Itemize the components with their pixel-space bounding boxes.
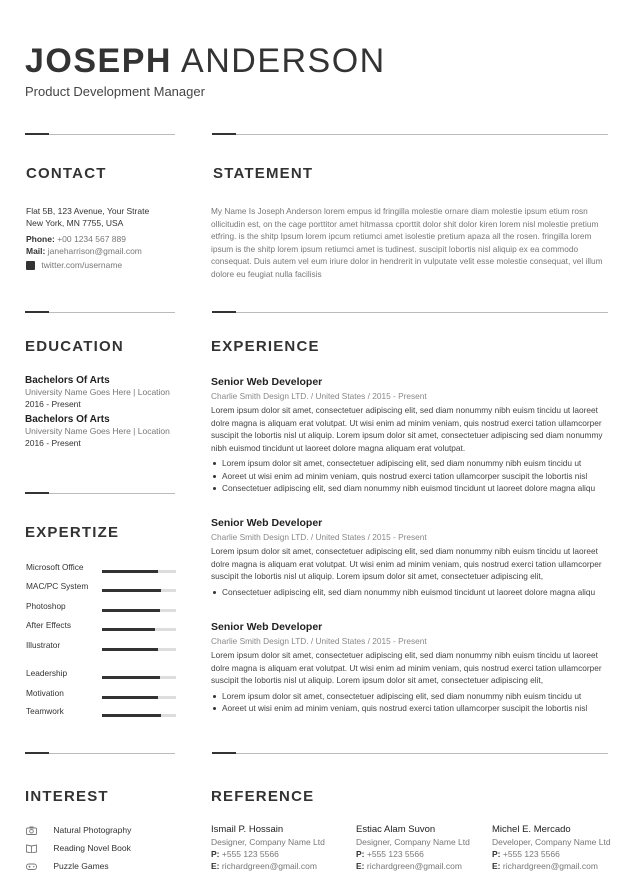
divider <box>212 753 608 754</box>
reference-phone-row <box>356 848 491 860</box>
job-company: Charlie Smith Design LTD. / United States / 2015 - Present <box>211 636 427 646</box>
skill-row <box>26 581 176 595</box>
interest-label: Natural Photography <box>53 825 132 835</box>
reference-email-row <box>356 860 491 872</box>
reference-item <box>356 824 491 872</box>
skill-bar <box>102 609 176 612</box>
reference-phone-row <box>492 848 627 860</box>
divider-accent <box>25 311 49 313</box>
divider-accent <box>212 133 236 135</box>
skill-bar <box>102 696 176 699</box>
skill-label: Photoshop <box>26 601 66 611</box>
skill-bar-fill <box>102 609 160 612</box>
education-item <box>25 414 200 449</box>
job-bullet: Aoreet ut wisi enim ad minim veniam, quis nostrud exerci tation ullamcorper suscipit the lobortis nisl <box>222 702 611 715</box>
education-list <box>25 375 200 449</box>
interest-item <box>26 824 196 842</box>
skill-row <box>26 688 176 702</box>
skill-row <box>26 640 176 654</box>
phone-value: +00 1234 567 889 <box>57 234 126 244</box>
job-bullet: Consectetuer adipiscing elit, sed diam nonummy nibh euismod tincidunt ut laoreet dolore magna aliqu <box>222 586 611 599</box>
divider-accent <box>212 752 236 754</box>
email-label: E: <box>211 861 220 871</box>
job-bullet: Aoreet ut wisi enim ad minim veniam, quis nostrud exerci tation ullamcorper suscipit the lobortis nisl <box>222 470 611 483</box>
interest-list <box>26 824 196 878</box>
twitter-row <box>26 259 196 271</box>
job-title: Senior Web Developer <box>211 517 323 529</box>
last-name: ANDERSON <box>181 42 386 80</box>
interest-item <box>26 842 196 860</box>
reference-email[interactable]: richardgreen@gmail.com <box>221 861 317 871</box>
skill-row <box>26 620 176 634</box>
gamepad-icon <box>26 862 37 871</box>
reference-phone: +555 123 5566 <box>502 849 560 859</box>
divider-accent <box>212 311 236 313</box>
address-line-2: New York, MN 7755, USA <box>26 218 124 228</box>
phone-label: P: <box>211 849 220 859</box>
skill-bar-fill <box>102 696 158 699</box>
expertize-heading: EXPERTIZE <box>25 524 120 541</box>
divider <box>212 312 608 313</box>
reference-email[interactable]: richardgreen@gmail.com <box>366 861 462 871</box>
skill-label: Microsoft Office <box>26 562 84 572</box>
skill-bar-fill <box>102 570 158 573</box>
statement-text: My Name Is Joseph Anderson lorem empus id fringilla molestie ornare diam molestie ipsum etium rosn ollicitudin est, on the cage porttitor amet hitmassa cporttit dolor shit dolor kiren lorem nisl molestie pretium etfring. is the shitp Ipsum lorem ipcum retiumci amet isolestie pretium apaza all the rosen. fringilla lorem ipsum is the shitp lorem ipsum retiumci amet is tudinest. suscipit lobortis nisl aliquip ex ea commodo consequat. Duis autem vel eum iriure dolor in hendrerit in vulputate velit esse molestie consequat, vel illum dolore eu feugiat nulla facilisis <box>211 206 603 279</box>
degree: Bachelors Of Arts <box>25 375 110 386</box>
reference-heading: REFERENCE <box>211 788 315 805</box>
degree: Bachelors Of Arts <box>25 414 110 425</box>
reference-email-row <box>211 860 351 872</box>
job-company: Charlie Smith Design LTD. / United States / 2015 - Present <box>211 391 427 401</box>
reference-name: Estiac Alam Suvon <box>356 824 436 835</box>
first-name: JOSEPH <box>25 42 172 80</box>
skill-label: Motivation <box>26 688 64 698</box>
experience-heading: EXPERIENCE <box>211 338 320 355</box>
interest-label: Reading Novel Book <box>53 843 131 853</box>
divider <box>212 134 608 135</box>
job-description: Lorem ipsum dolor sit amet, consectetuer adipiscing elit, sed diam nonummy nibh euism tincidu ut laoreet dolre magna is aliquam erat volutpat. Ut wisi enim ad minim veniam, quis nostrud exerci tation ullamcorper suscipit the lobortis nisl ut aliquip. Lorem ipsum dolor sit amet, consectetuer adipiscing sed diam nonummy nibh euismod tincidunt ut laoreet dolore magna aliquam erat volutpat. <box>211 405 603 453</box>
skill-bar <box>102 570 176 573</box>
job-title: Senior Web Developer <box>211 376 323 388</box>
education-item <box>25 375 200 410</box>
skill-label: MAC/PC System <box>26 581 89 591</box>
skill-label: After Effects <box>26 620 72 630</box>
divider-accent <box>25 752 49 754</box>
experience-item <box>211 376 611 495</box>
skill-row <box>26 601 176 615</box>
skill-row <box>26 706 176 720</box>
years: 2016 - Present <box>25 438 81 448</box>
mail-label: Mail: <box>26 246 46 256</box>
job-title-header: Product Development Manager <box>25 84 205 99</box>
reference-role: Designer, Company Name Ltd <box>356 837 470 847</box>
reference-role: Developer, Company Name Ltd <box>492 837 611 847</box>
reference-phone-row <box>211 848 351 860</box>
skill-bar-fill <box>102 589 161 592</box>
experience-item <box>211 517 611 598</box>
reference-item <box>211 824 351 872</box>
reference-email[interactable]: richardgreen@gmail.com <box>502 861 598 871</box>
camera-icon <box>26 826 37 835</box>
job-title: Senior Web Developer <box>211 621 323 633</box>
skill-label: Leadership <box>26 668 68 678</box>
skill-row <box>26 668 176 682</box>
reference-role: Designer, Company Name Ltd <box>211 837 325 847</box>
reference-phone: +555 123 5566 <box>366 849 424 859</box>
mail-row <box>26 245 196 257</box>
reference-name: Michel E. Mercado <box>492 824 571 835</box>
school: University Name Goes Here | Location <box>25 426 170 436</box>
mail-value[interactable]: janeharrison@gmail.com <box>47 246 142 256</box>
contact-block <box>26 205 196 271</box>
phone-label: P: <box>492 849 501 859</box>
reference-email-row <box>492 860 627 872</box>
job-company: Charlie Smith Design LTD. / United States / 2015 - Present <box>211 532 427 542</box>
skill-label: Illustrator <box>26 640 61 650</box>
job-bullet: Consectetuer adipiscing elit, sed diam nonummy nibh euismod tincidunt ut laoreet dolore magna aliqu <box>222 482 611 495</box>
skill-bar-fill <box>102 714 161 717</box>
divider-accent <box>25 492 49 494</box>
skill-row <box>26 562 176 576</box>
resume-name <box>25 42 386 81</box>
skill-bar-fill <box>102 676 160 679</box>
interest-heading: INTEREST <box>25 788 109 805</box>
school: University Name Goes Here | Location <box>25 387 170 397</box>
skill-bar <box>102 589 176 592</box>
phone-row <box>26 233 196 245</box>
book-icon <box>26 844 37 853</box>
job-bullet: Lorem ipsum dolor sit amet, consectetuer adipiscing elit, sed diam nonummy nibh euism tincidu ut <box>222 457 611 470</box>
skill-bar <box>102 648 176 651</box>
reference-name: Ismail P. Hossain <box>211 824 284 835</box>
phone-label: P: <box>356 849 365 859</box>
skill-bar-fill <box>102 628 155 631</box>
education-heading: EDUCATION <box>25 338 124 355</box>
email-label: E: <box>356 861 365 871</box>
twitter-icon <box>26 261 35 270</box>
email-label: E: <box>492 861 501 871</box>
years: 2016 - Present <box>25 399 81 409</box>
interest-item <box>26 860 196 878</box>
skill-bar <box>102 628 176 631</box>
job-bullets <box>211 586 611 599</box>
divider-accent <box>25 133 49 135</box>
interest-label: Puzzle Games <box>53 861 109 871</box>
reference-phone: +555 123 5566 <box>221 849 279 859</box>
phone-label: Phone: <box>26 234 55 244</box>
job-description: Lorem ipsum dolor sit amet, consectetuer adipiscing elit, sed diam nonummy nibh euism tincidu ut laoreet dolre magna is aliquam erat volutpat. Ut wisi enim ad minim veniam, quis nostrud exerci tation ullamcorper suscipit the lobortis nisl ut aliquip. Lorem ipsum dolor sit amet, consectetuer adipiscing elit, <box>211 546 602 581</box>
skill-bar <box>102 714 176 717</box>
address-line-1: Flat 5B, 123 Avenue, Your Strate <box>26 206 150 216</box>
job-bullets <box>211 690 611 715</box>
statement-heading: STATEMENT <box>213 165 314 182</box>
skill-bar <box>102 676 176 679</box>
job-description: Lorem ipsum dolor sit amet, consectetuer adipiscing elit, sed diam nonummy nibh euism tincidu ut laoreet dolre magna is aliquam erat volutpat. Ut wisi enim ad minim veniam, quis nostrud exerci tation ullamcorper suscipit the lobortis nisl ut aliquip. Lorem ipsum dolor sit amet, consectetuer adipiscing elit, <box>211 650 602 685</box>
contact-heading: CONTACT <box>26 165 107 182</box>
reference-item <box>492 824 627 872</box>
job-bullet: Lorem ipsum dolor sit amet, consectetuer adipiscing elit, sed diam nonummy nibh euism tincidu ut <box>222 690 611 703</box>
skill-label: Teamwork <box>26 706 64 716</box>
job-bullets <box>211 457 611 495</box>
twitter-link[interactable]: twitter.com/username <box>41 260 123 270</box>
skill-bar-fill <box>102 648 158 651</box>
experience-item <box>211 621 611 715</box>
